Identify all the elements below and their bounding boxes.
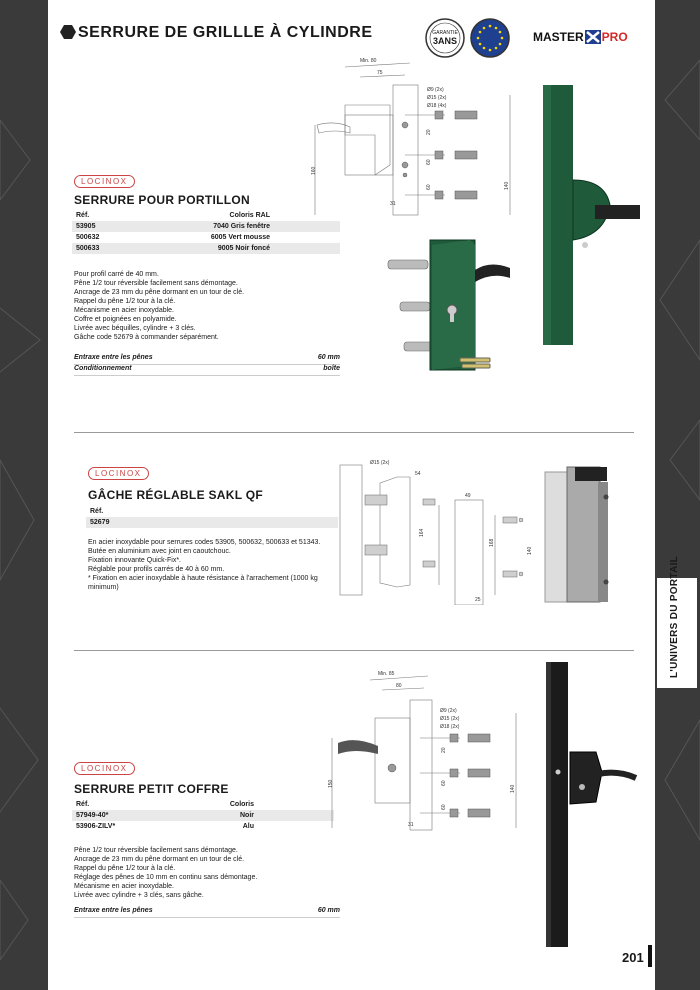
table-row: 57949-40* Noir xyxy=(72,810,334,821)
table-row: 52679 xyxy=(86,517,338,528)
svg-text:54: 54 xyxy=(415,471,421,477)
svg-text:Min. 80: Min. 80 xyxy=(360,58,377,64)
svg-text:160: 160 xyxy=(311,166,317,175)
spec-list xyxy=(74,907,340,918)
svg-text:140: 140 xyxy=(504,181,510,190)
reference-table: Réf. 52679 xyxy=(86,506,338,528)
section-title: SERRURE PETIT COFFRE xyxy=(74,782,229,796)
spec-list xyxy=(74,354,340,376)
svg-text:60: 60 xyxy=(426,159,432,165)
black-post-photo xyxy=(538,662,638,947)
section-title: SERRURE POUR PORTILLON xyxy=(74,193,250,207)
svg-text:Min. 85: Min. 85 xyxy=(378,671,395,677)
svg-text:25: 25 xyxy=(475,597,481,603)
svg-text:Ø15 (2x): Ø15 (2x) xyxy=(427,95,447,101)
svg-text:Ø15 (2x): Ø15 (2x) xyxy=(440,716,460,722)
locinox-brand-tag: LOCINOX xyxy=(74,762,135,775)
table-row: 53906-ZILV* Alu xyxy=(76,823,254,830)
section-divider xyxy=(74,432,634,433)
svg-text:164: 164 xyxy=(419,528,425,537)
lock-technical-drawing xyxy=(305,55,525,235)
reference-table: Réf. Coloris 57949-40* Noir 53906-ZILV* Alu xyxy=(72,799,334,832)
page-number: 201 xyxy=(622,950,644,965)
table-row: 53905 7040 Gris fenêtre xyxy=(72,221,340,232)
product-description: En acier inoxydable pour serrures codes 53905, 500632, 500633 et 51343. Butée en aluminium avec joint en caoutchouc. Fixation innovante Quick-Fix*. Réglable pour profils carrés de 40 à 60 mm. * Fixation en acier inoxydable à haute résistance à l'arrachement (1000 kg minimum) xyxy=(88,539,321,591)
svg-text:150: 150 xyxy=(328,779,334,788)
section-title: GÂCHE RÉGLABLE SAKL QF xyxy=(88,488,264,502)
page-title: SERRURE DE GRILLLE À CYLINDRE xyxy=(78,24,373,41)
svg-text:Ø18 (4x): Ø18 (4x) xyxy=(427,103,447,109)
table-row: 500633 9005 Noir foncé xyxy=(72,243,340,254)
chapter-side-tab: L'UNIVERS DU PORTAIL xyxy=(657,578,697,688)
svg-text:31: 31 xyxy=(390,201,396,207)
svg-text:168: 168 xyxy=(489,538,495,547)
strike-product-photo xyxy=(540,462,620,607)
section-divider xyxy=(74,650,634,651)
svg-text:31: 31 xyxy=(408,822,414,828)
svg-text:Ø9 (2x): Ø9 (2x) xyxy=(440,708,457,714)
svg-text:140: 140 xyxy=(527,546,533,555)
svg-text:Ø18 (2x): Ø18 (2x) xyxy=(440,724,460,730)
product-description: Pour profil carré de 40 mm. Pêne 1/2 tour réversible facilement sans démontage. Ancrage de 23 mm du pêne dormant en un tour de clé. Rappel du pêne 1/2 tour à la clé. Mécanisme en acier inoxydable. Coffre et poignées en polyamide. Livrée avec béquilles, cylindre + 3 clés. Gâche code 52679 à commander séparément. xyxy=(74,271,245,341)
small-lock-technical-drawing xyxy=(320,668,530,848)
green-post-photo xyxy=(535,85,645,345)
svg-text:Ø15 (2x): Ø15 (2x) xyxy=(370,460,390,466)
svg-text:20: 20 xyxy=(426,129,432,135)
masterpro-x-icon xyxy=(585,30,601,44)
reference-table: Réf. Coloris RAL 53905 7040 Gris fenêtre 500632 6005 Vert mousse 500633 9005 Noir foncé xyxy=(72,210,340,254)
locinox-brand-tag: LOCINOX xyxy=(88,467,149,480)
svg-text:60: 60 xyxy=(426,184,432,190)
table-row: 500632 6005 Vert mousse xyxy=(76,234,270,241)
svg-text:Ø9 (2x): Ø9 (2x) xyxy=(427,87,444,93)
green-lock-photo xyxy=(380,230,510,390)
locinox-brand-tag: LOCINOX xyxy=(74,175,135,188)
svg-text:20: 20 xyxy=(441,747,447,753)
product-description: Pêne 1/2 tour réversible facilement sans démontage. Ancrage de 23 mm du pêne dormant en un tour de clé. Rappel du pêne 1/2 tour à la clé. Réglage des pênes de 10 mm en continu sans démontage. Mécanisme en acier inoxydable. Livrée avec cylindre + 3 clés, sans gâche. xyxy=(74,847,258,899)
spec-row: Conditionnement boîte xyxy=(74,365,340,376)
hexagon-bullet-icon xyxy=(60,24,76,40)
svg-text:80: 80 xyxy=(396,683,402,689)
svg-text:60: 60 xyxy=(441,804,447,810)
guarantee-badge: GARANTIE 3ANS xyxy=(425,18,465,58)
svg-text:49: 49 xyxy=(465,493,471,499)
strike-technical-drawing xyxy=(335,455,535,605)
right-decor-strip xyxy=(655,0,700,990)
page-number-bar xyxy=(648,945,652,967)
spec-row: Entraxe entre les pênes 60 mm xyxy=(74,907,340,918)
left-decor-strip xyxy=(0,0,48,990)
svg-text:60: 60 xyxy=(441,780,447,786)
svg-text:140: 140 xyxy=(510,784,516,793)
masterpro-logo: MASTER PRO xyxy=(533,30,628,44)
eu-quality-badge xyxy=(470,18,510,58)
svg-text:75: 75 xyxy=(377,70,383,76)
spec-row: Entraxe entre les pênes 60 mm xyxy=(74,354,340,365)
